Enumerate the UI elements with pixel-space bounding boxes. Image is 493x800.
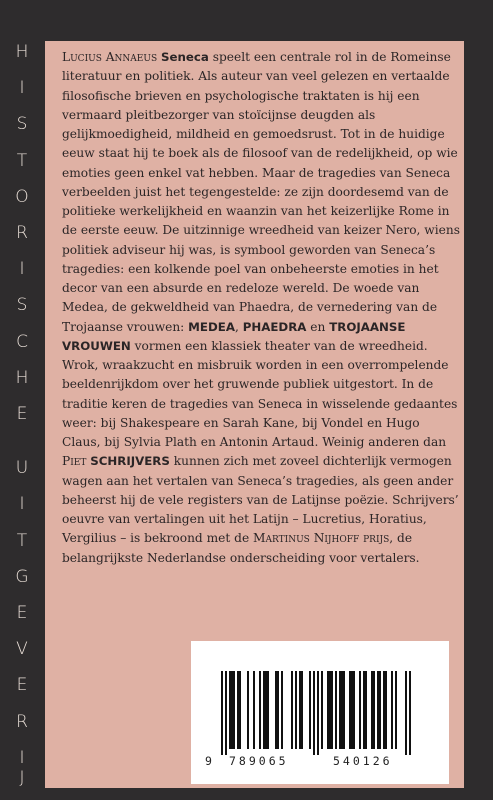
barcode-bar	[395, 671, 397, 749]
barcode-bar	[331, 671, 333, 749]
spine-letter: V	[16, 639, 28, 660]
barcode-bar	[247, 671, 249, 749]
spine-letter: H	[15, 367, 29, 388]
blurb-body: speelt een centrale rol in de Romeinse literatuur en politiek. Als auteur van veel gelezen en vertaalde filosofische brieven en psychologische traktaten is hij een vermaard pleitbezorger van stoïcijnse deugden als gelijkmoedigheid, mildheid en gemoedsrust. Tot in de huidige eeuw staat hij te boek als de filosoof van de redelijkheid, op wie emoties geen enkel vat hebben. Maar de tragedies van Seneca verbeelden juist het tegengestelde: ze zijn doordesemd van de politieke werkelijkheid en waanzin van het keizerlijke Rome in de eerste eeuw. De uitzinnige wreedheid van keizer Nero, wiens politiek adviseur hij was, is symbool geworden van Seneca’s tragedies: een kolkende poel van onbeheerste emoties in het decor van een absurde en redeloze wereld. De woede van Medea, de gekweldheid van Phaedra, de vernedering van de Trojaanse vrouwen:	[62, 50, 460, 334]
spine-letter: C	[16, 331, 28, 352]
barcode-bar	[343, 671, 345, 749]
barcode-bar	[349, 671, 351, 749]
spine-letter: E	[16, 675, 28, 696]
barcode-bar	[299, 671, 301, 749]
spine-letter: I	[19, 494, 25, 515]
prize-name: Martinus Nijhoff prijs	[253, 531, 390, 546]
translator-first-name: Piet	[62, 454, 87, 469]
barcode-bar	[409, 671, 411, 755]
author-name-small-caps: Lucius Annaeus	[62, 50, 158, 64]
barcode-bar	[363, 671, 365, 749]
barcode-bar	[359, 671, 361, 749]
barcode-bar	[237, 671, 239, 749]
isbn-right-group: 540126	[333, 754, 393, 768]
spine-letter: S	[16, 295, 28, 316]
spine-letter: O	[15, 186, 29, 207]
blurb-body-continued-2: kunnen zich met zoveel dichterlijk vermogen wagen aan het vertalen van Seneca’s tragedies, als geen ander beheerst hij de vele registers van de Latijnse poëzie. Schrijvers’ oeuvre van vertalingen uit het Latijn – Lucretius, Horatius, Vergilius – is bekroond met de	[62, 454, 459, 546]
barcode-bar	[221, 671, 223, 755]
barcode-bar	[233, 671, 235, 749]
author-name-bold: Seneca	[161, 50, 209, 64]
barcode-bar	[353, 671, 355, 749]
spine-letter: U	[15, 458, 29, 479]
title-medea: MEDEA	[188, 319, 235, 334]
spine-letter: I	[19, 747, 25, 768]
barcode-bar	[379, 671, 381, 749]
blurb-ending: , de belangrijkste Nederlandse onderscheiding voor vertalers.	[62, 531, 420, 565]
barcode-bar	[365, 671, 367, 749]
barcode-bar	[253, 671, 255, 749]
barcode-bar	[373, 671, 375, 749]
barcode-bar	[275, 671, 277, 749]
barcode-bar	[377, 671, 379, 749]
barcode-bar	[225, 671, 227, 755]
barcode-bar	[329, 671, 331, 749]
title-trojaanse-vrouwen: TROJAANSE VROUWEN	[62, 319, 406, 353]
isbn-first-digit: 9	[205, 754, 213, 768]
spine-letter: H	[15, 42, 29, 62]
spine-letter: I	[19, 259, 25, 280]
spine-letter: S	[16, 114, 28, 135]
barcode-bar	[277, 671, 279, 749]
barcode-bars	[207, 671, 433, 755]
translator-last-name: SCHRIJVERS	[90, 454, 170, 469]
barcode-bar	[231, 671, 233, 749]
spine-letter: T	[16, 530, 28, 551]
barcode-bar	[335, 671, 337, 749]
spine-letter: E	[16, 404, 28, 424]
spine-letter: G	[15, 566, 29, 587]
barcode-bar	[301, 671, 303, 749]
barcode-bar	[229, 671, 231, 749]
barcode-bar	[309, 671, 311, 749]
spine-letter: T	[16, 150, 28, 171]
barcode-bar	[341, 671, 343, 749]
barcode-bar	[351, 671, 353, 749]
barcode-bar	[317, 671, 319, 755]
spine-letter: I	[19, 78, 25, 99]
barcode-bar	[239, 671, 241, 749]
barcode-bar	[383, 671, 385, 749]
barcode-bar	[263, 671, 265, 749]
spine-letter: J	[19, 768, 25, 788]
barcode-bar	[313, 671, 315, 755]
barcode-bar	[391, 671, 393, 749]
title-phaedra: PHAEDRA	[242, 319, 307, 334]
barcode-bar	[265, 671, 267, 749]
barcode-bar	[295, 671, 297, 749]
separator-comma: ,	[234, 319, 243, 334]
isbn-left-group: 789065	[229, 754, 289, 768]
spine-letter: E	[16, 603, 28, 623]
blurb-text	[62, 48, 460, 568]
barcode-bar	[371, 671, 373, 749]
barcode-bar	[385, 671, 387, 749]
barcode-bar	[321, 671, 323, 749]
barcode-bar	[259, 671, 261, 749]
barcode-bar	[281, 671, 283, 749]
barcode-bar	[327, 671, 329, 749]
barcode-bar	[291, 671, 293, 749]
barcode-label	[191, 641, 449, 784]
spine-letter: R	[16, 711, 28, 732]
spine-series-title	[0, 0, 44, 800]
barcode-bar	[267, 671, 269, 749]
barcode-bar	[405, 671, 407, 755]
separator-and: en	[306, 319, 330, 334]
barcode-bar	[339, 671, 341, 749]
blurb-body-continued: vormen een klassiek theater van de wreedheid. Wrok, wraakzucht en misbruik worden in een overrompelende beeldenrijkdom over het gruwende publiek uitgestort. In de traditie keren de tragedies van Seneca in wisselende gedaantes weer: bij Shakespeare en Sarah Kane, bij Vondel en Hugo Claus, bij Sylvia Plath en Antonin Artaud. Weinig anderen dan	[62, 338, 458, 449]
spine-letter: R	[16, 223, 28, 243]
